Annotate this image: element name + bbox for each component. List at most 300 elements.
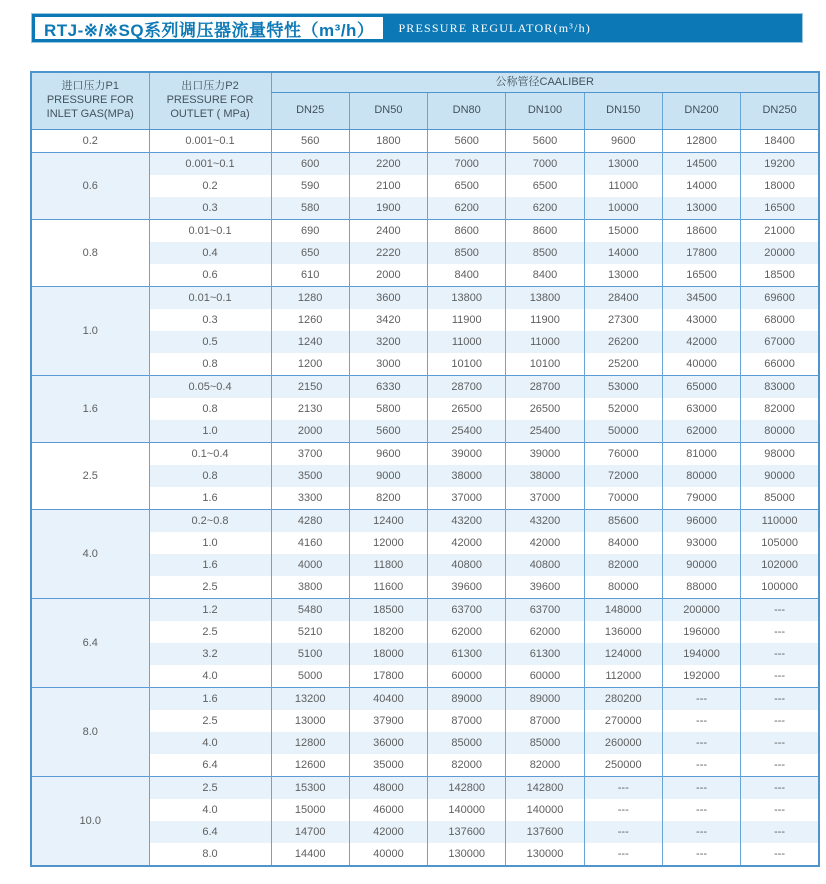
flow-value-cell: 26500 — [506, 398, 584, 420]
flow-value-cell: 3600 — [349, 287, 427, 310]
flow-value-cell: 148000 — [584, 599, 662, 622]
flow-value-cell: 89000 — [428, 688, 506, 711]
flow-value-cell: 10100 — [428, 353, 506, 376]
table-row — [31, 331, 819, 353]
flow-value-cell: 40800 — [506, 554, 584, 576]
flow-value-cell: 67000 — [741, 331, 819, 353]
table-row — [31, 576, 819, 599]
flow-value-cell: 61300 — [506, 643, 584, 665]
table-row — [31, 710, 819, 732]
flow-value-cell: 7000 — [428, 153, 506, 176]
flow-value-cell: --- — [741, 688, 819, 711]
table-row — [31, 287, 819, 310]
flow-value-cell: --- — [662, 821, 740, 843]
flow-value-cell: 87000 — [428, 710, 506, 732]
flow-value-cell: 38000 — [506, 465, 584, 487]
flow-value-cell: 13000 — [662, 197, 740, 220]
inlet-pressure-cell: 6.4 — [31, 599, 149, 688]
flow-value-cell: --- — [584, 777, 662, 800]
flow-value-cell: 85000 — [428, 732, 506, 754]
flow-value-cell: 82000 — [584, 554, 662, 576]
flow-value-cell: 1260 — [271, 309, 349, 331]
flow-value-cell: 112000 — [584, 665, 662, 688]
flow-value-cell: 130000 — [506, 843, 584, 866]
table-row — [31, 220, 819, 243]
flow-value-cell: 9600 — [349, 443, 427, 466]
flow-value-cell: 18400 — [741, 130, 819, 153]
flow-value-cell: 196000 — [662, 621, 740, 643]
outlet-pressure-cell: 1.6 — [149, 554, 271, 576]
table-row — [31, 175, 819, 197]
flow-value-cell: 5600 — [349, 420, 427, 443]
flow-value-cell: 39600 — [506, 576, 584, 599]
outlet-pressure-cell: 0.001~0.1 — [149, 130, 271, 153]
outlet-pressure-cell: 0.3 — [149, 309, 271, 331]
outlet-pressure-cell: 0.01~0.1 — [149, 220, 271, 243]
table-body — [31, 130, 819, 867]
flow-value-cell: 280200 — [584, 688, 662, 711]
flow-value-cell: 3420 — [349, 309, 427, 331]
flow-value-cell: 80000 — [662, 465, 740, 487]
flow-value-cell: 39000 — [506, 443, 584, 466]
flow-value-cell: 3500 — [271, 465, 349, 487]
flow-value-cell: 110000 — [741, 510, 819, 533]
table-row — [31, 843, 819, 866]
flow-value-cell: 142800 — [428, 777, 506, 800]
flow-value-cell: 7000 — [506, 153, 584, 176]
flow-value-cell: 40400 — [349, 688, 427, 711]
flow-value-cell: 15000 — [271, 799, 349, 821]
header-caliber-span: 公称管径CAALIBER — [271, 72, 819, 93]
flow-value-cell: 42000 — [428, 532, 506, 554]
flow-value-cell: 2000 — [349, 264, 427, 287]
flow-value-cell: --- — [741, 710, 819, 732]
flow-value-cell: 3300 — [271, 487, 349, 510]
outlet-pressure-cell: 0.8 — [149, 398, 271, 420]
flow-value-cell: 5600 — [428, 130, 506, 153]
header-inlet-pressure — [31, 72, 149, 130]
flow-value-cell: 96000 — [662, 510, 740, 533]
flow-value-cell: 8600 — [428, 220, 506, 243]
flow-value-cell: --- — [741, 665, 819, 688]
flow-value-cell: 2200 — [349, 153, 427, 176]
flow-value-cell: 82000 — [428, 754, 506, 777]
flow-value-cell: 270000 — [584, 710, 662, 732]
flow-value-cell: 4280 — [271, 510, 349, 533]
outlet-pressure-cell: 0.5 — [149, 331, 271, 353]
table-row — [31, 554, 819, 576]
flow-value-cell: 72000 — [584, 465, 662, 487]
inlet-pressure-cell: 1.6 — [31, 376, 149, 443]
flow-value-cell: 38000 — [428, 465, 506, 487]
flow-value-cell: --- — [741, 643, 819, 665]
flow-value-cell: 2220 — [349, 242, 427, 264]
flow-value-cell: 53000 — [584, 376, 662, 399]
flow-value-cell: 18500 — [741, 264, 819, 287]
outlet-pressure-cell: 0.4 — [149, 242, 271, 264]
flow-value-cell: 250000 — [584, 754, 662, 777]
flow-value-cell: --- — [662, 732, 740, 754]
flow-value-cell: 140000 — [506, 799, 584, 821]
table-row — [31, 398, 819, 420]
flow-value-cell: --- — [741, 821, 819, 843]
flow-value-cell: 25200 — [584, 353, 662, 376]
flow-value-cell: 37000 — [506, 487, 584, 510]
flow-value-cell: 137600 — [428, 821, 506, 843]
flow-value-cell: 11800 — [349, 554, 427, 576]
flow-value-cell: 87000 — [506, 710, 584, 732]
flow-value-cell: 14000 — [662, 175, 740, 197]
table-row — [31, 130, 819, 153]
flow-value-cell: 13800 — [428, 287, 506, 310]
flow-value-cell: 79000 — [662, 487, 740, 510]
flow-value-cell: 18200 — [349, 621, 427, 643]
table-row — [31, 309, 819, 331]
flow-value-cell: 40000 — [662, 353, 740, 376]
flow-value-cell: 84000 — [584, 532, 662, 554]
outlet-pressure-cell: 0.8 — [149, 465, 271, 487]
table-row — [31, 688, 819, 711]
outlet-pressure-cell: 3.2 — [149, 643, 271, 665]
flow-value-cell: 130000 — [428, 843, 506, 866]
flow-value-cell: 610 — [271, 264, 349, 287]
outlet-pressure-cell: 0.01~0.1 — [149, 287, 271, 310]
table-row — [31, 264, 819, 287]
flow-value-cell: 40000 — [349, 843, 427, 866]
flow-value-cell: 20000 — [741, 242, 819, 264]
flow-value-cell: 17800 — [349, 665, 427, 688]
flow-characteristics-table — [30, 71, 820, 867]
table-header — [31, 72, 819, 130]
title-bar — [31, 13, 803, 43]
flow-value-cell: 11000 — [584, 175, 662, 197]
flow-value-cell: 14700 — [271, 821, 349, 843]
flow-value-cell: 43000 — [662, 309, 740, 331]
flow-value-cell: 5210 — [271, 621, 349, 643]
flow-value-cell: 194000 — [662, 643, 740, 665]
table-row — [31, 420, 819, 443]
inlet-pressure-cell: 1.0 — [31, 287, 149, 376]
outlet-pressure-cell: 0.3 — [149, 197, 271, 220]
flow-value-cell: 26500 — [428, 398, 506, 420]
flow-value-cell: 43200 — [428, 510, 506, 533]
flow-value-cell: 8500 — [428, 242, 506, 264]
flow-value-cell: 82000 — [741, 398, 819, 420]
outlet-pressure-cell: 1.6 — [149, 487, 271, 510]
flow-value-cell: 80000 — [584, 576, 662, 599]
flow-value-cell: 650 — [271, 242, 349, 264]
flow-value-cell: 102000 — [741, 554, 819, 576]
flow-value-cell: 124000 — [584, 643, 662, 665]
flow-value-cell: 6200 — [506, 197, 584, 220]
outlet-pressure-cell: 0.8 — [149, 353, 271, 376]
outlet-pressure-cell: 4.0 — [149, 665, 271, 688]
flow-value-cell: 9000 — [349, 465, 427, 487]
inlet-pressure-cell: 0.8 — [31, 220, 149, 287]
table-row — [31, 443, 819, 466]
flow-value-cell: 2100 — [349, 175, 427, 197]
flow-value-cell: 1800 — [349, 130, 427, 153]
header-dn250: DN250 — [741, 93, 819, 130]
outlet-pressure-cell: 8.0 — [149, 843, 271, 866]
flow-value-cell: 11900 — [506, 309, 584, 331]
flow-value-cell: 3200 — [349, 331, 427, 353]
header-inlet-line1: 进口压力P1 — [61, 80, 119, 93]
flow-value-cell: 61300 — [428, 643, 506, 665]
flow-value-cell: 42000 — [662, 331, 740, 353]
flow-value-cell: 37900 — [349, 710, 427, 732]
flow-value-cell: 93000 — [662, 532, 740, 554]
flow-value-cell: 6500 — [506, 175, 584, 197]
flow-value-cell: 39600 — [428, 576, 506, 599]
flow-value-cell: 63700 — [428, 599, 506, 622]
flow-value-cell: 560 — [271, 130, 349, 153]
flow-value-cell: 26200 — [584, 331, 662, 353]
flow-value-cell: 12800 — [662, 130, 740, 153]
flow-value-cell: 16500 — [662, 264, 740, 287]
flow-value-cell: 105000 — [741, 532, 819, 554]
flow-value-cell: 42000 — [506, 532, 584, 554]
flow-value-cell: 89000 — [506, 688, 584, 711]
inlet-pressure-cell: 0.2 — [31, 130, 149, 153]
table-row — [31, 353, 819, 376]
page-title-cn: RTJ-※/※SQ系列调压器流量特性（m³/h） — [44, 20, 375, 40]
flow-value-cell: 17800 — [662, 242, 740, 264]
inlet-pressure-cell: 4.0 — [31, 510, 149, 599]
flow-value-cell: 88000 — [662, 576, 740, 599]
header-dn50: DN50 — [349, 93, 427, 130]
flow-value-cell: 5480 — [271, 599, 349, 622]
flow-value-cell: 1280 — [271, 287, 349, 310]
flow-value-cell: 18600 — [662, 220, 740, 243]
outlet-pressure-cell: 1.0 — [149, 420, 271, 443]
flow-value-cell: 36000 — [349, 732, 427, 754]
flow-value-cell: --- — [662, 799, 740, 821]
flow-value-cell: 65000 — [662, 376, 740, 399]
table-row — [31, 621, 819, 643]
flow-value-cell: --- — [584, 799, 662, 821]
table-row — [31, 242, 819, 264]
flow-value-cell: 5100 — [271, 643, 349, 665]
flow-value-cell: 42000 — [349, 821, 427, 843]
flow-value-cell: 76000 — [584, 443, 662, 466]
flow-value-cell: 52000 — [584, 398, 662, 420]
flow-value-cell: 68000 — [741, 309, 819, 331]
flow-value-cell: --- — [741, 599, 819, 622]
outlet-pressure-cell: 2.5 — [149, 710, 271, 732]
header-outlet-line3: OUTLET ( MPa) — [170, 107, 250, 120]
flow-value-cell: 14500 — [662, 153, 740, 176]
flow-value-cell: 83000 — [741, 376, 819, 399]
flow-value-cell: 14400 — [271, 843, 349, 866]
outlet-pressure-cell: 2.5 — [149, 621, 271, 643]
header-dn200: DN200 — [662, 93, 740, 130]
flow-value-cell: --- — [741, 732, 819, 754]
outlet-pressure-cell: 2.5 — [149, 576, 271, 599]
flow-value-cell: 2130 — [271, 398, 349, 420]
flow-value-cell: 39000 — [428, 443, 506, 466]
flow-value-cell: 19200 — [741, 153, 819, 176]
flow-value-cell: 3700 — [271, 443, 349, 466]
flow-value-cell: 60000 — [428, 665, 506, 688]
table-row — [31, 465, 819, 487]
table-row — [31, 376, 819, 399]
flow-value-cell: 6500 — [428, 175, 506, 197]
flow-value-cell: 2150 — [271, 376, 349, 399]
header-outlet-line2: PRESSURE FOR — [166, 94, 254, 107]
flow-value-cell: 260000 — [584, 732, 662, 754]
flow-value-cell: 3000 — [349, 353, 427, 376]
flow-value-cell: --- — [741, 799, 819, 821]
flow-value-cell: 10000 — [584, 197, 662, 220]
flow-value-cell: 35000 — [349, 754, 427, 777]
flow-value-cell: 98000 — [741, 443, 819, 466]
table-row — [31, 487, 819, 510]
flow-value-cell: 18000 — [349, 643, 427, 665]
flow-value-cell: 690 — [271, 220, 349, 243]
flow-value-cell: 13000 — [584, 264, 662, 287]
flow-value-cell: 600 — [271, 153, 349, 176]
outlet-pressure-cell: 2.5 — [149, 777, 271, 800]
flow-value-cell: 6330 — [349, 376, 427, 399]
flow-value-cell: 90000 — [741, 465, 819, 487]
flow-value-cell: 192000 — [662, 665, 740, 688]
flow-value-cell: 25400 — [428, 420, 506, 443]
title-box — [35, 17, 383, 39]
flow-value-cell: 1900 — [349, 197, 427, 220]
flow-value-cell: 140000 — [428, 799, 506, 821]
flow-value-cell: --- — [741, 777, 819, 800]
flow-value-cell: 11000 — [428, 331, 506, 353]
flow-value-cell: 90000 — [662, 554, 740, 576]
flow-value-cell: 5600 — [506, 130, 584, 153]
flow-value-cell: 5800 — [349, 398, 427, 420]
outlet-pressure-cell: 0.001~0.1 — [149, 153, 271, 176]
flow-value-cell: 50000 — [584, 420, 662, 443]
outlet-pressure-cell: 1.2 — [149, 599, 271, 622]
flow-value-cell: 4000 — [271, 554, 349, 576]
inlet-pressure-cell: 0.6 — [31, 153, 149, 220]
flow-value-cell: --- — [662, 843, 740, 866]
flow-value-cell: 12600 — [271, 754, 349, 777]
table-row — [31, 665, 819, 688]
flow-value-cell: 43200 — [506, 510, 584, 533]
outlet-pressure-cell: 0.6 — [149, 264, 271, 287]
header-row-span — [31, 72, 819, 93]
outlet-pressure-cell: 0.2 — [149, 175, 271, 197]
flow-value-cell: 5000 — [271, 665, 349, 688]
flow-value-cell: 1240 — [271, 331, 349, 353]
flow-value-cell: 2400 — [349, 220, 427, 243]
inlet-pressure-cell: 8.0 — [31, 688, 149, 777]
flow-value-cell: 85000 — [741, 487, 819, 510]
flow-value-cell: 590 — [271, 175, 349, 197]
table-row — [31, 510, 819, 533]
flow-value-cell: 9600 — [584, 130, 662, 153]
flow-value-cell: 8400 — [428, 264, 506, 287]
flow-value-cell: 8500 — [506, 242, 584, 264]
table-row — [31, 153, 819, 176]
outlet-pressure-cell: 1.0 — [149, 532, 271, 554]
flow-value-cell: 80000 — [741, 420, 819, 443]
flow-value-cell: 34500 — [662, 287, 740, 310]
flow-value-cell: 13000 — [271, 710, 349, 732]
flow-value-cell: 62000 — [662, 420, 740, 443]
table-row — [31, 821, 819, 843]
outlet-pressure-cell: 4.0 — [149, 799, 271, 821]
page-title-en: PRESSURE REGULATOR(m³/h) — [398, 20, 591, 35]
flow-value-cell: 28700 — [428, 376, 506, 399]
flow-value-cell: 2000 — [271, 420, 349, 443]
flow-value-cell: 48000 — [349, 777, 427, 800]
flow-value-cell: 40800 — [428, 554, 506, 576]
header-inlet-line3: INLET GAS(MPa) — [46, 107, 134, 120]
flow-value-cell: --- — [741, 754, 819, 777]
table-row — [31, 197, 819, 220]
flow-value-cell: --- — [584, 821, 662, 843]
outlet-pressure-cell: 4.0 — [149, 732, 271, 754]
flow-value-cell: --- — [662, 777, 740, 800]
flow-value-cell: 62000 — [506, 621, 584, 643]
flow-value-cell: 37000 — [428, 487, 506, 510]
flow-value-cell: --- — [741, 843, 819, 866]
outlet-pressure-cell: 0.05~0.4 — [149, 376, 271, 399]
table-row — [31, 754, 819, 777]
flow-value-cell: --- — [662, 710, 740, 732]
header-inlet-line2: PRESSURE FOR — [46, 94, 134, 107]
outlet-pressure-cell: 1.6 — [149, 688, 271, 711]
flow-value-cell: 136000 — [584, 621, 662, 643]
flow-value-cell: 12800 — [271, 732, 349, 754]
flow-value-cell: 60000 — [506, 665, 584, 688]
flow-value-cell: --- — [662, 688, 740, 711]
inlet-pressure-cell: 10.0 — [31, 777, 149, 867]
flow-value-cell: 81000 — [662, 443, 740, 466]
header-outlet-line1: 出口压力P2 — [181, 80, 239, 93]
flow-value-cell: 66000 — [741, 353, 819, 376]
flow-value-cell: 13800 — [506, 287, 584, 310]
outlet-pressure-cell: 0.2~0.8 — [149, 510, 271, 533]
flow-value-cell: 21000 — [741, 220, 819, 243]
flow-value-cell: 63700 — [506, 599, 584, 622]
table-row — [31, 799, 819, 821]
flow-value-cell: 14000 — [584, 242, 662, 264]
flow-value-cell: 6200 — [428, 197, 506, 220]
flow-value-cell: 18000 — [741, 175, 819, 197]
table-row — [31, 599, 819, 622]
flow-value-cell: --- — [662, 754, 740, 777]
flow-value-cell: 15300 — [271, 777, 349, 800]
flow-value-cell: 580 — [271, 197, 349, 220]
table-row — [31, 532, 819, 554]
flow-value-cell: 12000 — [349, 532, 427, 554]
flow-value-cell: 27300 — [584, 309, 662, 331]
flow-value-cell: 13200 — [271, 688, 349, 711]
flow-value-cell: 3800 — [271, 576, 349, 599]
flow-value-cell: 69600 — [741, 287, 819, 310]
header-dn80: DN80 — [428, 93, 506, 130]
flow-value-cell: 85000 — [506, 732, 584, 754]
flow-value-cell: --- — [584, 843, 662, 866]
flow-value-cell: 8400 — [506, 264, 584, 287]
inlet-pressure-cell: 2.5 — [31, 443, 149, 510]
flow-value-cell: 18500 — [349, 599, 427, 622]
header-dn100: DN100 — [506, 93, 584, 130]
flow-value-cell: 16500 — [741, 197, 819, 220]
header-dn25: DN25 — [271, 93, 349, 130]
flow-value-cell: 62000 — [428, 621, 506, 643]
flow-value-cell: 200000 — [662, 599, 740, 622]
